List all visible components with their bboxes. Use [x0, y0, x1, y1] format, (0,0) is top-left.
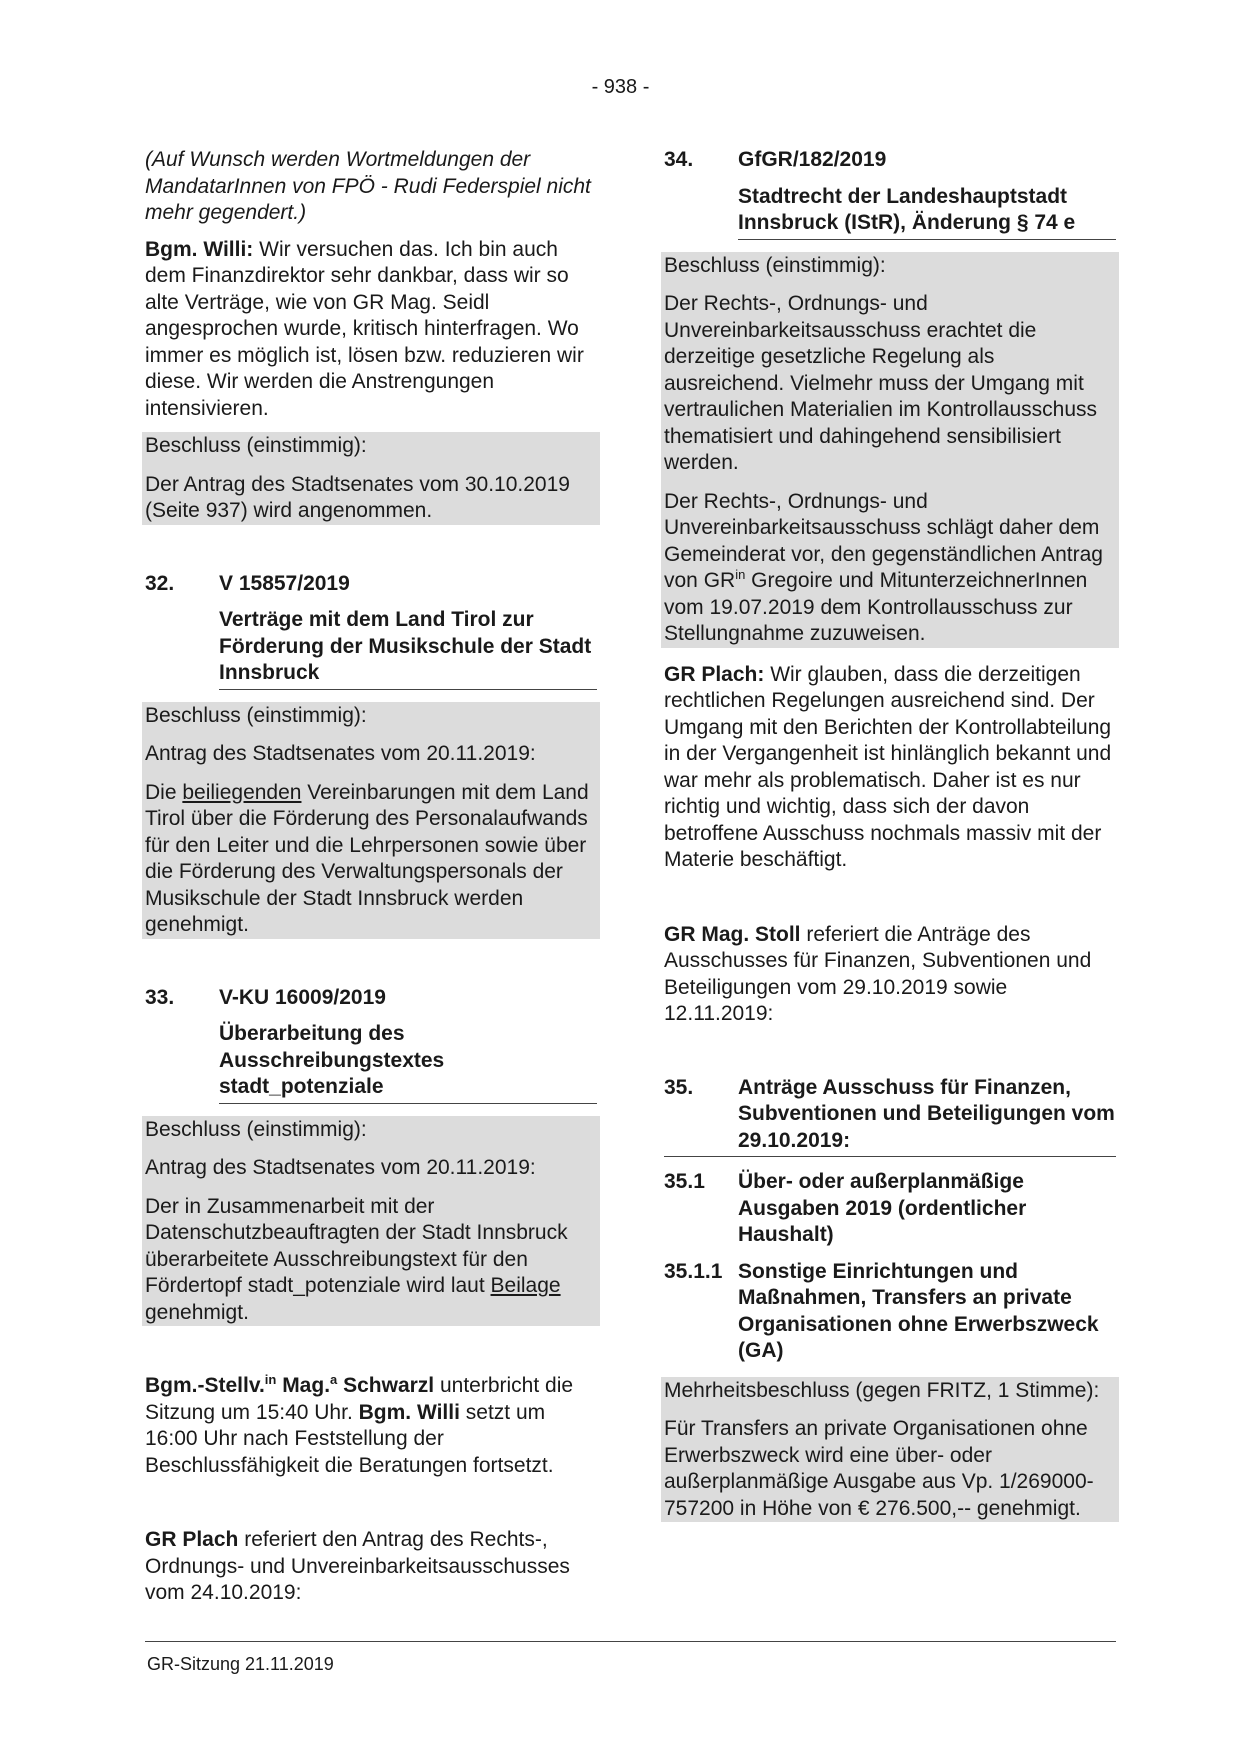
motion-label: Antrag des Stadtsenates vom 20.11.2019:: [145, 1156, 536, 1179]
item-title: Überarbeitung des Ausschreibungstextes stadt_potenziale: [219, 1021, 597, 1104]
item-title: Stadtrecht der Landeshauptstadt Innsbruck (IStR), Änderung § 74 e: [738, 184, 1116, 240]
attachment-link[interactable]: beiliegenden: [182, 780, 302, 804]
item-number: 35.: [664, 1075, 694, 1099]
resolution-label: Beschluss (einstimmig):: [145, 1117, 367, 1141]
gender-note: (Auf Wunsch werden Wortmeldungen der MandatarInnen von FPÖ - Rudi Federspiel nicht mehr gegendert.): [145, 148, 591, 224]
motion-label: Antrag des Stadtsenates vom 20.11.2019:: [145, 742, 536, 765]
resolution-text: Der Rechts-, Ordnungs- und Unvereinbarkeitsausschuss schlägt daher dem Gemeinderat vor, den gegenständlichen Antrag von $GR^{in}$ Gregoire und MitunterzeichnerInnen vom 19.07.2019 dem Kontrollausschuss zur Stellungnahme zuzuweisen.: [664, 489, 1103, 645]
resolution-box: [142, 432, 600, 525]
resolution-box: [142, 702, 600, 939]
agenda-item-35-1: [664, 1169, 1116, 1249]
left-column: [145, 147, 597, 1607]
page-number: - 938 -: [591, 76, 650, 98]
resolution-box: [661, 252, 1119, 648]
item-code: GfGR/182/2019: [738, 148, 887, 171]
resolution-box: [142, 1116, 600, 1327]
item-number: 33.: [145, 985, 175, 1009]
right-column: [664, 147, 1116, 1522]
agenda-item-34: [664, 147, 1116, 240]
agenda-item-35-1-1: [664, 1259, 1116, 1365]
resolution-box: [661, 1377, 1119, 1523]
resolution-text: Der Rechts-, Ordnungs- und Unvereinbarkeitsausschuss erachtet die derzeitige gesetzliche Regelung als ausreichend. Vielmehr muss der Umgang mit vertraulichen Materialien im Kontrollausschuss thematisiert und dahingehend sensibilisiert werden.: [664, 292, 1098, 474]
resolution-label: Beschluss (einstimmig):: [145, 703, 367, 727]
agenda-item-35: [664, 1075, 1116, 1158]
resolution-text: Der in Zusammenarbeit mit der Datenschutzbeauftragten der Stadt Innsbruck überarbeitete Ausschreibungstext für den Fördertopf stadt_potenziale wird laut Beilage genehmigt.: [145, 1194, 568, 1324]
speech-plach: GR Plach: Wir glauben, dass die derzeitigen rechtlichen Regelungen ausreichend sind. Der Umgang mit den Berichten der Kontrollabteilung in der Vergangenheit ist hinlänglich bekannt und war mehr als problematisch. Daher ist es nur richtig und wichtig, dass sich der davon betroffene Ausschuss nochmals massiv mit der Materie beschäftigt.: [664, 662, 1112, 871]
footer-session-date: GR-Sitzung 21.11.2019: [147, 1654, 334, 1674]
footer-divider: [145, 1641, 1116, 1642]
resolution-text: Für Transfers an private Organisationen ohne Erwerbszweck wird eine über- oder außerplanmäßige Ausgabe aus Vp. 1/269000-757200 in Höhe von € 276.500,-- genehmigt.: [664, 1417, 1094, 1520]
item-code: V-KU 16009/2019: [219, 985, 386, 1009]
speech-willi: [145, 237, 597, 423]
attachment-link[interactable]: Beilage: [490, 1274, 561, 1297]
resolution-text: Die beiliegenden Vereinbarungen mit dem Land Tirol über die Förderung des Personalaufwands für den Leiter und die Lehrpersonen sowie über die Förderung des Verwaltungspersonals der Musikschule der Stadt Innsbruck werden genehmigt.: [145, 780, 589, 936]
resolution-label: Beschluss (einstimmig):: [664, 253, 886, 277]
item-title: Über- oder außerplanmäßige Ausgaben 2019 (ordentlicher Haushalt): [738, 1170, 1027, 1246]
item-title: Verträge mit dem Land Tirol zur Förderung der Musikschule der Stadt Innsbruck: [219, 607, 597, 690]
item-number: 34.: [664, 148, 694, 171]
item-code: V 15857/2019: [219, 571, 350, 595]
agenda-item-33: [145, 985, 597, 1104]
speaker-name: Bgm. Willi:: [145, 237, 254, 261]
session-break-note: Bgm.-Stellv.$^{in}$ Mag.$^a$ Schwarzl unterbricht die Sitzung um 15:40 Uhr. Bgm. Willi setzt um 16:00 Uhr nach Feststellung der Beschlussfähigkeit die Beratungen fortsetzt.: [145, 1372, 574, 1477]
item-title: Anträge Ausschuss für Finanzen, Subventionen und Beteiligungen vom 29.10.2019:: [738, 1075, 1115, 1152]
report-intro: GR Plach referiert den Antrag des Rechts-, Ordnungs- und Unvereinbarkeitsausschusses vom 24.10.2019:: [145, 1528, 570, 1604]
resolution-text: Der Antrag des Stadtsenates vom 30.10.2019 (Seite 937) wird angenommen.: [145, 472, 570, 522]
resolution-label: Beschluss (einstimmig):: [145, 434, 367, 457]
report-intro: GR Mag. Stoll referiert die Anträge des Ausschusses für Finanzen, Subventionen und Beteiligungen vom 29.10.2019 sowie 12.11.2019:: [664, 922, 1092, 1025]
item-number: 32.: [145, 571, 175, 595]
item-title: Sonstige Einrichtungen und Maßnahmen, Transfers an private Organisationen ohne Erwerbszweck (GA): [738, 1259, 1099, 1362]
agenda-item-32: [145, 571, 597, 690]
item-number: 35.1: [664, 1170, 705, 1193]
speech-text: Wir versuchen das. Ich bin auch dem Finanzdirektor sehr dankbar, dass wir so alte Verträge, wie von GR Mag. Seidl angesprochen wurde, kritisch hinterfragen. Wo immer es möglich ist, lösen bzw. reduzieren wir diese. Wir werden die Anstrengungen intensivieren.: [145, 237, 584, 420]
resolution-label: Mehrheitsbeschluss (gegen FRITZ, 1 Stimme):: [664, 1378, 1100, 1402]
item-number: 35.1.1: [664, 1259, 723, 1283]
